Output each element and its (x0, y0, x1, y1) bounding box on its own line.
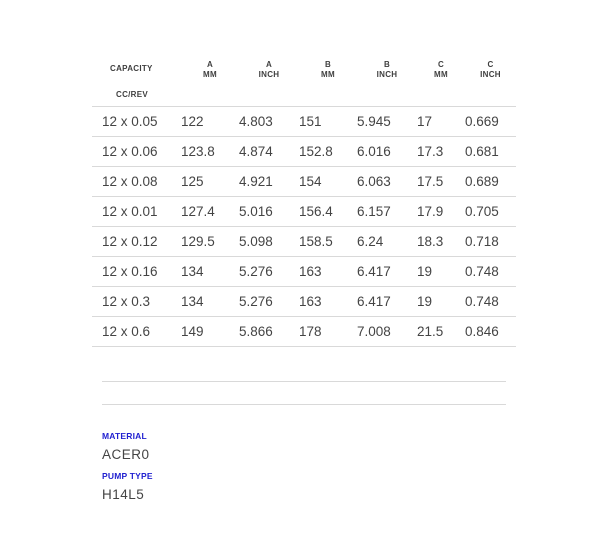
cell-b-mm: 156.4 (299, 203, 333, 219)
cell-c-mm: 17 (417, 113, 433, 129)
header-b-inch: B INCH (376, 60, 398, 79)
cell-a-mm: 125 (181, 173, 204, 189)
table-header-row (92, 54, 516, 106)
cell-b-mm: 154 (299, 173, 322, 189)
cell-a-inch: 5.276 (239, 263, 273, 279)
cell-b-mm: 178 (299, 323, 322, 339)
cell-c-inch: 0.748 (465, 293, 499, 309)
header-c-inch: C INCH (480, 60, 501, 79)
cell-capacity: 12 x 0.12 (102, 233, 158, 249)
cell-a-inch: 5.016 (239, 203, 273, 219)
cell-c-mm: 17.3 (417, 143, 444, 159)
material-label: MATERIAL (102, 431, 147, 441)
cell-c-mm: 21.5 (417, 323, 444, 339)
header-a-inch: A INCH (258, 60, 280, 79)
cell-c-inch: 0.689 (465, 173, 499, 189)
cell-a-mm: 123.8 (181, 143, 215, 159)
table-row (92, 196, 516, 226)
cell-b-inch: 6.417 (357, 263, 391, 279)
table-row (92, 136, 516, 166)
header-a-mm: A MM (203, 60, 217, 79)
cell-c-mm: 19 (417, 293, 433, 309)
table-row (92, 106, 516, 136)
table-row (92, 316, 516, 346)
cell-capacity: 12 x 0.01 (102, 203, 158, 219)
cell-capacity: 12 x 0.3 (102, 293, 151, 309)
table-row (92, 256, 516, 286)
cell-b-inch: 5.945 (357, 113, 391, 129)
cell-a-mm: 134 (181, 293, 204, 309)
cell-b-inch: 6.157 (357, 203, 391, 219)
table-row (92, 166, 516, 196)
cell-a-inch: 5.866 (239, 323, 273, 339)
material-value: ACER0 (102, 447, 150, 462)
cell-c-mm: 19 (417, 263, 433, 279)
cell-capacity: 12 x 0.05 (102, 113, 158, 129)
cell-a-mm: 122 (181, 113, 204, 129)
table-row (92, 226, 516, 256)
header-b-mm: B MM (321, 60, 335, 79)
cell-b-mm: 152.8 (299, 143, 333, 159)
cell-a-mm: 129.5 (181, 233, 215, 249)
cell-a-inch: 4.921 (239, 173, 273, 189)
cell-c-mm: 18.3 (417, 233, 444, 249)
cell-b-inch: 6.24 (357, 233, 384, 249)
header-c-mm: C MM (434, 60, 448, 79)
cell-c-inch: 0.705 (465, 203, 499, 219)
cell-a-mm: 134 (181, 263, 204, 279)
cell-c-inch: 0.681 (465, 143, 499, 159)
cell-c-mm: 17.5 (417, 173, 444, 189)
cell-capacity: 12 x 0.06 (102, 143, 158, 159)
cell-a-inch: 4.874 (239, 143, 273, 159)
cell-b-inch: 7.008 (357, 323, 391, 339)
section-divider (102, 404, 506, 405)
cell-a-mm: 149 (181, 323, 204, 339)
cell-b-mm: 151 (299, 113, 322, 129)
cell-c-inch: 0.846 (465, 323, 499, 339)
cell-a-inch: 5.276 (239, 293, 273, 309)
cell-capacity: 12 x 0.08 (102, 173, 158, 189)
cell-b-inch: 6.016 (357, 143, 391, 159)
cell-a-inch: 4.803 (239, 113, 273, 129)
cell-b-mm: 158.5 (299, 233, 333, 249)
cell-c-mm: 17.9 (417, 203, 444, 219)
cell-b-inch: 6.417 (357, 293, 391, 309)
cell-c-inch: 0.669 (465, 113, 499, 129)
pump-type-label: PUMP TYPE (102, 471, 153, 481)
cell-capacity: 12 x 0.6 (102, 323, 151, 339)
table-row (92, 286, 516, 316)
cell-c-inch: 0.748 (465, 263, 499, 279)
cell-b-mm: 163 (299, 263, 322, 279)
cell-c-inch: 0.718 (465, 233, 499, 249)
cell-capacity: 12 x 0.16 (102, 263, 158, 279)
cell-a-inch: 5.098 (239, 233, 273, 249)
cell-a-mm: 127.4 (181, 203, 215, 219)
cell-b-inch: 6.063 (357, 173, 391, 189)
dimensions-table (92, 54, 516, 347)
header-capacity: CAPACITY CC/REV (110, 64, 153, 99)
cell-b-mm: 163 (299, 293, 322, 309)
pump-type-value: H14L5 (102, 487, 145, 502)
section-divider (102, 381, 506, 382)
